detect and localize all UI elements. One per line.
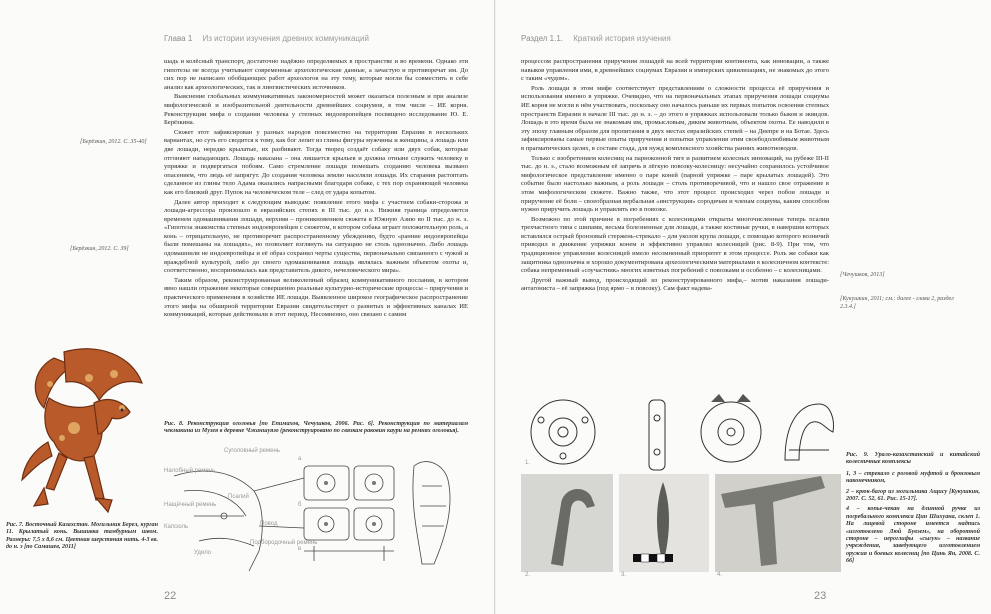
winged-horse-figure (4, 338, 156, 518)
paragraph: шадь и колёсный транспорт, достаточно надёжно определяемых в пространстве и во времени. Однако эти гипотезы не всегда учитывают современные археологические данные, а зачастую и противоречат им. До сих пор не написано обобщающих работ археологов на эту тему, которые могли бы совместить в себе анализ как археологических, так и лингвистических источников. (164, 58, 468, 91)
right-page (496, 0, 991, 614)
figure-9-title: Рис. 9. Урало-казахстанский и китайский колесничные комплексы (846, 452, 980, 466)
paragraph: Только с изобретением колесниц на парноконной тяге и развитием колесных инноваций, на рубеже III-II тыс. до н. э., стало возможным её запрячь в лёгкую повозку-колесницу: несучайно сохранилось устойчивое мифологическое представление именно о паре коней (парной упряжке – паре крылатых лошадей). Это событие было настолько важным, а роль лошади – столь противоречивой, что и нашло свое отражение в этом мифологическом сюжете. Важно также, что этот процесс происходил через побои лошади и приручение её боли – своеобразная вербальная «инструкция» сородичам и членам социума, каким способом нужно приручить лошадь и управлять ею в повозке. (521, 154, 829, 214)
paragraph: процессом распространения приручения лошадей на всей территории континента, как инновации, а также навыков управления ими, в древнейших социумах Евразии и имперских цивилизациях, не знакомых до этого с таким «чудом». (521, 58, 829, 83)
paragraph: Другой важный вывод, происходящий из реконструированного мифа,– мотив наказания лошади-антагониста – её запряжка (под ярмо – в повозку). Сам факт надева- (521, 276, 829, 293)
bridle-label: Подбородочный ремень (250, 540, 318, 546)
figure-number: 1. (525, 460, 531, 466)
bridle-label: а (298, 456, 302, 462)
side-note: [Берёзкин, 2012. С. 39] (70, 246, 129, 252)
bridle-label: Повод (260, 521, 278, 527)
text-column (164, 58, 468, 321)
bridle-label: в (298, 546, 302, 552)
winged-horse-icon (4, 338, 156, 518)
side-note: [Кукушкин, 2011; см.: далее - глава 2, раздел 2.3.4.] (840, 296, 954, 310)
bridle-label: Капсюль (164, 524, 189, 530)
figure-9-item: 1, 3 – стрекало с роговой муфтой и бронзовым наконечником, (846, 470, 980, 485)
section-title: Краткий история изучения (573, 34, 671, 43)
bridle-label: Псалий (228, 494, 249, 500)
page-number: 22 (164, 590, 177, 602)
paragraph: Роль лошади в этом мифе соответствует представлениям о сложности процесса её приручения и использования именно в упряжке. Очевидно, что на первоначальных этапах приручения лошади социумы ИЕ корня не могли в нём участвовать, поскольку оно началось раньше их первых попыток освоения степных пространств Евразии в начале III тыс. до н. э. – до этого в упряжках использовали только быков и эквидов. Лошадь в это время была не знакомым им, промысловым, диким животным, объектом охоты. Ее наводили в эту эпоху главным образом для пропитания в двух местах евразийских степей – на Днепре и на Ботае. Здесь зафиксированы самые первые опыты приручения и попытки управления этим своебодолюбивым животным в прагматических целях, в составе стада, для нужд комплексного хозяйства ранних животноводов. (521, 84, 829, 152)
running-head (164, 34, 369, 43)
fittings-photo-icon (521, 474, 841, 584)
running-head (521, 34, 671, 43)
text-column (521, 58, 829, 295)
paragraph: Возможно по этой причине в погребениях с колесницами открыты многочисленные теперь псалии трехчастного типа с шипами, весьма болезненные для лошади, а также костяные ручки, в навершия которых вставлялся острый бронзовый стержень-стрекало – для уколов крупа лошади, с помощью которого возничий приводил в движение упряжки конем и эффективно управлял колесницей (рис. 8-9). При том, что традиционное управление колесницей имело несомненный приоритет в этом процессе. Роль же собаки как защитника однозначна и хорошо документирована археологическими материалами в колесничном контексте: собака непременный «соучастник» многих изветных погребений с повозками и особенно – с колесницами. (521, 215, 830, 275)
figure-9-caption (846, 452, 980, 566)
paragraph: Таким образом, реконструированная великолепный образец коммуникативного послания, в котором явно нашли отражение некоторые совершенно реальные культурно-исторические процессы – приручения и практического применения в хозяйстве ИЕ лошади. Выявленное широкое географическое распространение этого мифа на обширной территории Евразии свидетельствует о развитых и эффективных каналах ИЕ коммуникаций, которые действовали в этот период. Несомненно, оно связано с самим (164, 276, 468, 319)
paragraph: Выяснение глобальных коммуникативных закономерностей может оказаться полезным и при анализе мифологической и изобразительной деятельности древнейших социумов, в том числе – ИЕ корня. Реконструкции мифа о создании человека у степных индоевропейцев посвящено исследование Ю. Е. Берёзкина. (164, 93, 468, 127)
figure-number: 3. (621, 572, 627, 578)
bridle-label: б (298, 502, 302, 508)
bridle-label: Удило (194, 550, 212, 556)
figure-9-item: 2 – крюк-багор из могильника Ащису [Кукушкин, 2007. С. 52, 61. Рис. 15-17]. (846, 488, 980, 503)
figure-number: 4. (717, 572, 723, 578)
figure-8-caption: Рис. 8. Реконструкция оголовья [по Епимахов, Чечушков, 2006. Рис. 6]. Реконструкция по материалам чекмакина из Музея в деревне Чжаншуязо (реконструировано по связкам раковин каури на ремнях оголовья). (164, 421, 468, 435)
page-number: 23 (814, 590, 827, 602)
side-note: [Берёзкин, 2012. С. 35-40] (80, 139, 147, 145)
figure-number: 2. (525, 572, 531, 578)
bridle-label: Нащёчный ремень (164, 502, 217, 508)
bridle-reconstruction-figure (164, 446, 472, 576)
bridle-label: Налобный ремень (164, 468, 216, 474)
paragraph: Далее автор приходит к следующим выводам: появление этого мифа с участием собаки-сторожа и лошади-агрессора произошло в евразийских степях в III тыс. до н.э. Нижняя граница определяется временем одомашнивания лошади, верхняя – проникновением сюжета в Южную Азию во II тыс. до н. э. «Гипотеза знакомства степных индоевропейцев с сюжетом, в котором собака играет положительную роль, а конь – отрицательную, не противоречит распространенному убеждению, будто «ранние индоевропейцы были помешаны на лошадях», но позволяет взглянуть на ситуацию не столь однозначно. Либо лошадь одомашнили не индоевропейцы и её образ сохранил черты существа, первоначально связанного с чужой и враждебной культурой, либо до своего одомашнивания лошадь являлась важным объектом охоты и, соответственно, воспринималась как представитель дикого, нечеловеческого мира». (164, 198, 468, 275)
figure-7-caption: Рис. 7. Восточный Казахстан. Могильник Берел, курган 11. Крылатый конь. Вышивка тамбурным швом. Размеры: 7,5 х 8,6 см. Цветная шерстяная нить. 4-3 вв. до н. э [по Самашев, 2011] (6, 522, 158, 551)
chapter-title: Из истории изучения древних коммуникаций (202, 34, 369, 43)
section-label: Раздел 1.1. (521, 34, 564, 43)
bridle-label: Суголовный ремень (224, 448, 280, 454)
paragraph: Сюжет этот зафиксирован у разных народов повсеместно на территории Евразии в нескольких вариантах, но суть его сводится к тому, как бог лепит из глины фигуры мужчины и женщины, а лошадь или две лошади, нередко крылатые, их разбивают. Тогда творец создаёт собаку или двух собак, которые отгоняют нападающих. Лошадь наказана – она лишается крыльев и должна отныне служить человеку в упряжке и подвергаться побоям. Само стремление лошади помешать созданию человека вызвано опасением, что людь её запрягут. До создания человека землю населяли лошади. Их старания растоптать сделанное из глины тело Адама оказались напрасными благодаря собаке, с тех пор охраняющей человека как его близкий друг. Пупок на человеческом теле – след от удара копытом. (164, 128, 468, 196)
chariot-fittings-photos (521, 474, 841, 584)
figure-9-item: 4 – копье-чекан на длинной ручке из погребального комплекса Цин Шихуана, склеп 1. На лицевой стороне имеется надпись «изготовлено Люй Бувэем», на оборотной стороне – иероглифы «сыгун» – название учреждения, заведующего изготовлением оружия и боевых колесниц [по Цинь Ян, 2008. С. 66] (846, 506, 980, 565)
chariot-fittings-drawings (521, 390, 836, 480)
side-note: [Чечушков, 2013] (840, 272, 885, 278)
bridle-drawing-icon (164, 446, 472, 576)
left-page (0, 0, 495, 614)
chapter-label: Глава 1 (164, 34, 193, 43)
fittings-drawing-icon (521, 390, 836, 480)
